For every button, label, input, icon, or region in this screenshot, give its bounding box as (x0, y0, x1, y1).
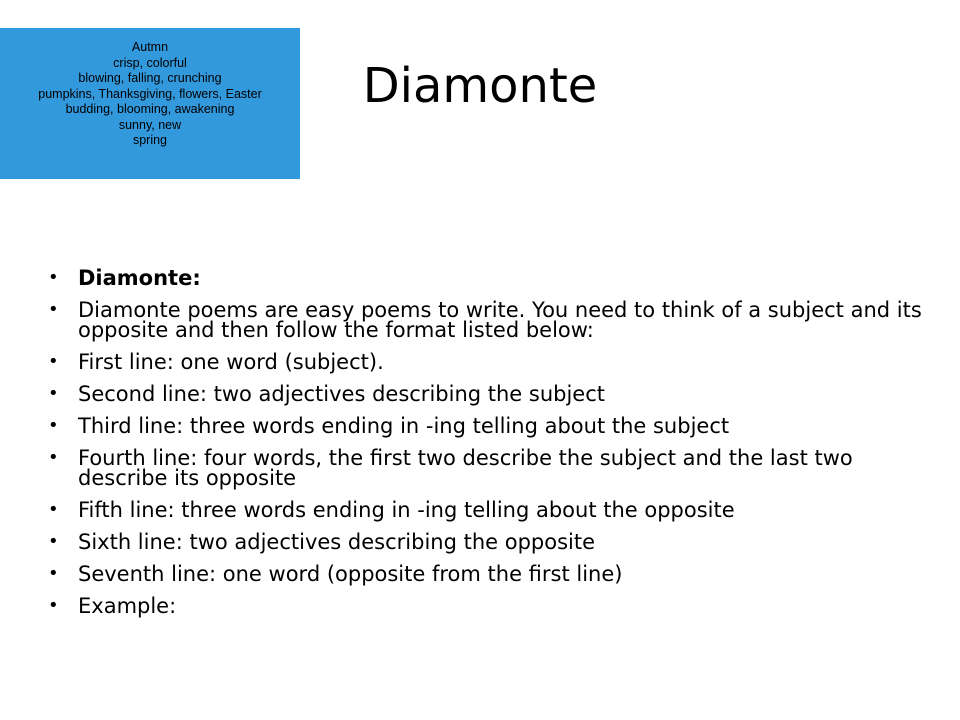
bullet-text: Fourth line: four words, the first two describe the subject and the last two describe its opposite (78, 446, 853, 490)
bullet-item (48, 300, 928, 340)
bullet-item (48, 532, 928, 552)
bullet-text: Seventh line: one word (opposite from the first line) (78, 562, 623, 586)
bullet-text: Third line: three words ending in -ing telling about the subject (78, 414, 730, 438)
bullet-icon: • (48, 595, 59, 616)
bullet-heading: Diamonte: (78, 266, 201, 290)
slide-title: Diamonte (362, 58, 598, 114)
bullet-item (48, 448, 928, 488)
bullet-icon: • (48, 383, 59, 404)
bullet-list (48, 268, 928, 628)
bullet-icon: • (48, 351, 59, 372)
bullet-icon: • (48, 267, 59, 288)
bullet-item (48, 500, 928, 520)
bullet-text: Second line: two adjectives describing the subject (78, 382, 606, 406)
bullet-item (48, 352, 928, 372)
bullet-item (48, 268, 928, 288)
poem-line: spring (132, 133, 168, 147)
example-poem-box (0, 28, 300, 179)
bullet-text: Sixth line: two adjectives describing the opposite (78, 530, 596, 554)
bullet-icon: • (48, 447, 59, 468)
bullet-item (48, 564, 928, 584)
bullet-text: Fifth line: three words ending in -ing telling about the opposite (78, 498, 735, 522)
poem-line: budding, blooming, awakening (65, 102, 235, 116)
bullet-item (48, 416, 928, 436)
bullet-icon: • (48, 563, 59, 584)
bullet-icon: • (48, 499, 59, 520)
bullet-text: Diamonte poems are easy poems to write. You need to think of a subject and its opposite and then follow the format listed below: (78, 298, 922, 342)
bullet-item (48, 596, 928, 616)
bullet-icon: • (48, 415, 59, 436)
poem-line: blowing, falling, crunching (78, 71, 222, 85)
bullet-text: Example: (78, 594, 177, 618)
poem-line: crisp, colorful (113, 55, 187, 70)
bullet-item (48, 384, 928, 404)
bullet-icon: • (48, 299, 59, 320)
poem-line: sunny, new (118, 117, 182, 132)
poem-line: Autmn (131, 40, 169, 54)
bullet-icon: • (48, 531, 59, 552)
bullet-text: First line: one word (subject). (78, 350, 384, 374)
poem-line: pumpkins, Thanksgiving, flowers, Easter (38, 86, 262, 101)
